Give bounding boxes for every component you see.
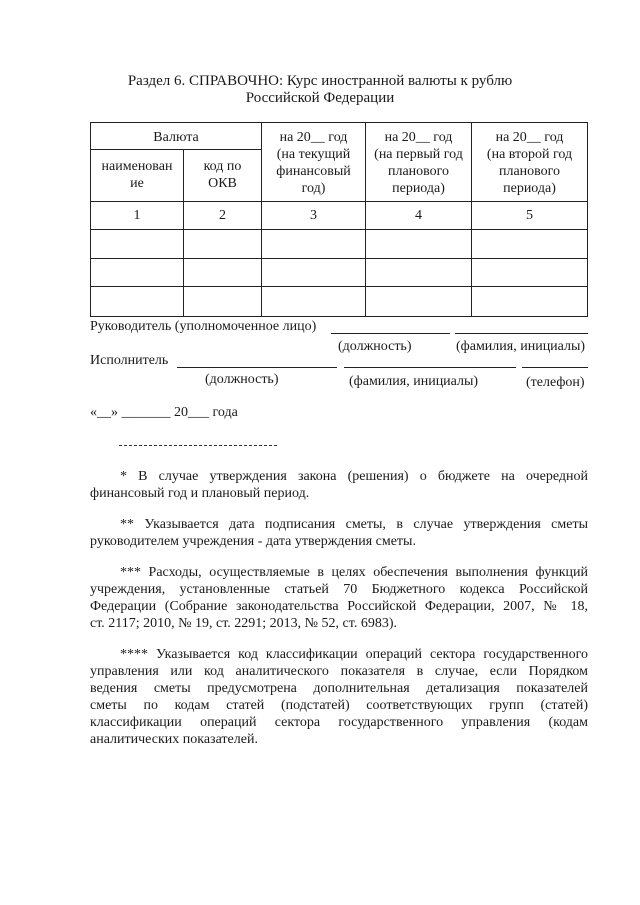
executor-label: Исполнитель xyxy=(90,353,169,368)
date-line: «__» _______ 20___ года xyxy=(90,405,238,420)
page-title-line2: Российской Федерации xyxy=(245,90,395,106)
footnote-separator xyxy=(119,445,277,446)
table-cell[interactable] xyxy=(184,287,262,317)
table-cell[interactable] xyxy=(184,259,262,287)
code-header: код по ОКВ xyxy=(184,150,262,202)
table-cell[interactable] xyxy=(91,230,184,259)
currency-table xyxy=(90,122,588,317)
table-cell[interactable] xyxy=(366,259,472,287)
head-position-caption: (должность) xyxy=(338,339,412,354)
table-cell[interactable] xyxy=(262,287,366,317)
exec-position-line[interactable] xyxy=(177,367,337,368)
table-cell[interactable] xyxy=(366,230,472,259)
head-position-line[interactable] xyxy=(331,333,450,334)
footnote-3: *** Расходы, осуществляемые в целях обеспечения выполнения функций учреждения, установленные статьей 70 Бюджетного кодекса Российской Федерации (Собрание законодательства Российской Федерации, 2007, № 18, ст. 2117; 2010, № 19, ст. 2291; 2013, № 52, ст. 6983). xyxy=(90,565,588,631)
table-row xyxy=(91,287,588,317)
exec-position-caption: (должность) xyxy=(205,372,279,387)
table-cell[interactable] xyxy=(472,287,588,317)
table-cell[interactable] xyxy=(472,259,588,287)
footnote-4: **** Указывается код классификации операций сектора государственного управления или код аналитического показателя в случае, если Порядком ведения сметы предусмотрена дополнительная детализация показателей сметы по кодам статей (подстатей) соответствующих групп (статей) классификации операций сектора государственного управления (кодам аналитических показателей. xyxy=(90,647,588,747)
exec-phone-line[interactable] xyxy=(522,367,588,368)
table-cell[interactable] xyxy=(366,287,472,317)
exec-name-caption: (фамилия, инициалы) xyxy=(349,374,479,389)
table-cell[interactable] xyxy=(91,287,184,317)
column-number: 1 xyxy=(91,202,184,230)
column-number: 4 xyxy=(366,202,472,230)
column-number: 2 xyxy=(184,202,262,230)
currency-header: Валюта xyxy=(91,123,262,150)
table-cell[interactable] xyxy=(262,230,366,259)
head-label: Руководитель (уполномоченное лицо) xyxy=(90,319,317,334)
table-row xyxy=(91,230,588,259)
year-header-current: на 20__ год (на текущий финансовый год) xyxy=(262,123,366,202)
head-name-line[interactable] xyxy=(455,333,588,334)
page-title: Раздел 6. СПРАВОЧНО: Курс иностранной валюты к рублю xyxy=(127,73,513,89)
table-cell[interactable] xyxy=(262,259,366,287)
head-name-caption: (фамилия, инициалы) xyxy=(456,339,586,354)
column-number: 5 xyxy=(472,202,588,230)
footnote-1: * В случае утверждения закона (решения) о бюджете на очередной финансовый год и плановый период. xyxy=(90,469,588,501)
column-number: 3 xyxy=(262,202,366,230)
table-cell[interactable] xyxy=(184,230,262,259)
table-cell[interactable] xyxy=(472,230,588,259)
exec-name-line[interactable] xyxy=(344,367,516,368)
table-row xyxy=(91,259,588,287)
footnote-2: ** Указывается дата подписания сметы, в случае утверждения сметы руководителем учреждения - дата утверждения сметы. xyxy=(90,517,588,549)
exec-phone-caption: (телефон) xyxy=(526,375,585,390)
year-header-first-plan: на 20__ год (на первый год планового периода) xyxy=(366,123,472,202)
table-cell[interactable] xyxy=(91,259,184,287)
year-header-second-plan: на 20__ год (на второй год планового периода) xyxy=(472,123,588,202)
name-header: наименован ие xyxy=(91,150,184,202)
